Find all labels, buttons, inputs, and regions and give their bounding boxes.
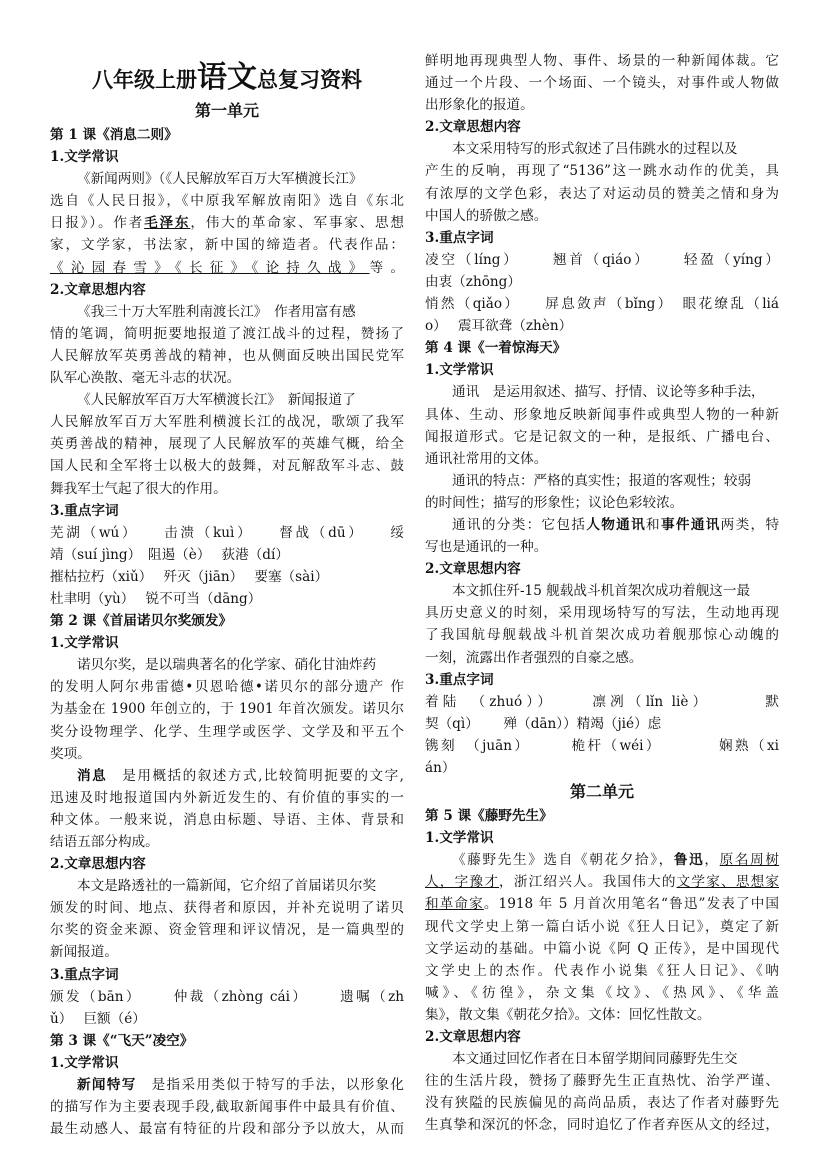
text-span: 毛泽东 xyxy=(144,215,191,232)
section-heading: 2.文章思想内容 xyxy=(50,281,146,298)
section-heading: 2.文章思想内容 xyxy=(425,119,521,136)
section-heading: 第 5 课《藤野先生》 xyxy=(425,808,553,825)
text-line: 新闻报道。 xyxy=(50,944,118,961)
text-line: 本文采用特写的形式叙述了吕伟跳水的过程以及 xyxy=(452,141,738,158)
text-line: 为基金在 1900 年创立的，于 1901 年首次颁发。诺贝尔 xyxy=(50,701,404,718)
text-span: 事件通讯 xyxy=(660,516,721,533)
text-span: 和革命家 xyxy=(425,896,484,913)
text-line: 中国人的骄傲之感。 xyxy=(425,207,548,224)
text-line: 产生的反响，再现了“5136”这一跳水动作的优美，具 xyxy=(425,163,779,180)
text-span: 原名周树 xyxy=(719,852,779,869)
section-heading: 1.文学常识 xyxy=(425,830,494,847)
text-line: 出形象化的报道。 xyxy=(425,97,534,114)
text-line: 英勇善战的精神，展现了人民解放军的英雄气概，给全 xyxy=(50,436,404,453)
text-line: 诺贝尔奖，是以瑞典著名的化学家、硝化甘油炸药 xyxy=(77,657,377,674)
right-column xyxy=(425,50,779,1137)
text-line: 奖项。 xyxy=(50,745,91,762)
text-line xyxy=(50,1074,404,1096)
text-line: 《新闻两则》（《人民解放军百万大军横渡长江》 xyxy=(77,171,363,188)
text-line: 结语五部分构成。 xyxy=(50,834,159,850)
page-title xyxy=(50,58,404,98)
section-heading: 2.文章思想内容 xyxy=(50,856,146,873)
section-heading: 3.重点字词 xyxy=(50,502,119,519)
text-line: 写也是通讯的一种。 xyxy=(425,539,548,556)
text-line: 人民解放军百万大军胜利横渡长江的战况，歌颂了我军 xyxy=(50,414,404,431)
text-span: 通讯的分类：它包括 xyxy=(452,516,587,533)
text-line: 《我三十万大军胜利南渡长江》 作者用富有感 xyxy=(77,303,356,320)
text-line: 集》，散文集《朝花夕拾》。文体：回忆性散文。 xyxy=(425,1006,711,1023)
text-span: 《沁园春雪》《长征》《论持久战》 xyxy=(50,259,370,276)
text-line: 具体、生动、形象地反映新闻事件或典型人物的一种新 xyxy=(425,406,779,423)
text-line xyxy=(425,514,779,536)
text-span: 两类，特 xyxy=(720,516,779,533)
text-line: 的描写作为主要表现手段,截取新闻事件中最具有价值、 xyxy=(50,1099,404,1116)
text-line: 本文通过回忆作者在日本留学期间同藤野先生交 xyxy=(452,1051,738,1068)
text-span: ，浙江绍兴人。我国伟大的 xyxy=(499,874,677,891)
text-line: 通过一个片段、一个场面、一个镜头，对事件或人物做 xyxy=(425,75,779,92)
text-line xyxy=(50,212,404,234)
text-line: 种文体。一般来说，消息由标题、导语、主体、背景和 xyxy=(50,811,404,828)
text-line: 有浓厚的文学色彩，表达了对运动员的赞美之情和身为 xyxy=(425,185,779,202)
text-line: 人民解放军英勇善战的精神，也从侧面反映出国民党军 xyxy=(50,347,404,364)
section-heading: 3.重点字词 xyxy=(425,671,494,688)
text-line: 国人民和全军将士以极大的鼓舞，对瓦解敌军斗志、鼓 xyxy=(50,458,404,475)
text-line: 队军心涣散、毫无斗志的状况。 xyxy=(50,370,241,387)
text-span: 日报》）。作者 xyxy=(50,215,145,232)
text-line: án） xyxy=(425,760,456,776)
text-line: ǔ） 巨额（é） xyxy=(50,1010,146,1027)
unit-heading: 第二单元 xyxy=(569,782,634,802)
text-span: 是用概括的叙述方式,比较简明扼要的文字, xyxy=(107,767,404,784)
text-line xyxy=(425,893,779,915)
text-line: 本文抓住歼-15 舰载战斗机首架次成功着舰这一最 xyxy=(452,583,751,600)
text-line: 鲜明地再现典型人物、事件、场景的一种新闻体裁。它 xyxy=(425,53,779,69)
section-heading: 1.文学常识 xyxy=(425,362,494,379)
text-line xyxy=(425,849,779,871)
section-heading: 2.文章思想内容 xyxy=(425,561,521,578)
text-line: 没有狭隘的民族偏见的高尚品质，表达了作者对藤野先 xyxy=(425,1095,779,1112)
text-line: 通讯的特点：严格的真实性；报道的客观性；较弱 xyxy=(452,472,752,489)
text-line: 闻报道形式。它是记叙文的一种，是报纸、广播电台、 xyxy=(425,428,779,445)
section-heading: 第 4 课《一着惊海天》 xyxy=(425,340,567,357)
text-span: 。1918 年 5 月首次用笔名“鲁迅”发表了中国 xyxy=(483,896,779,913)
text-line: 最生动感人、最富有特征的片段和部分予以放大，从而 xyxy=(50,1121,404,1138)
title-pre: 八年级上册 xyxy=(92,67,197,92)
text-line: 杜聿明（yù） 锐不可当（dāng） xyxy=(50,590,262,607)
text-line: 舞我军士气起了很大的作用。 xyxy=(50,480,227,497)
text-span: 鲁迅 xyxy=(673,852,705,869)
text-line: 了我国航母舰载战斗机首架次成功着舰那惊心动魄的 xyxy=(425,627,779,644)
text-line: 悄然（qiǎo） 屏息敛声（bǐng） 眼花缭乱（liá xyxy=(425,296,779,313)
text-span: 《藤野先生》选自《朝花夕拾》， xyxy=(452,852,674,869)
text-line: 文学史上的杰作。代表作小说集《狂人日记》、《呐 xyxy=(425,962,779,979)
text-line: 尔奖的资金来源、资金管理和评议情况，是一篇典型的 xyxy=(50,922,404,939)
text-line: 通讯社常用的文体。 xyxy=(425,450,548,467)
text-span: 等。 xyxy=(369,259,404,276)
text-line: 凌空（líng） 翘首（qiáo） 轻盈（yíng） xyxy=(425,251,779,268)
text-line: 一刻，流露出作者强烈的自豪之感。 xyxy=(425,649,643,666)
text-line: 喊》、《彷徨》，杂文集《坟》、《热风》、《华盖 xyxy=(425,984,779,1001)
text-line xyxy=(50,257,404,279)
text-line: 往的生活片段，赞扬了藤野先生正直热忱、治学严谨、 xyxy=(425,1073,779,1090)
section-heading: 第 3 课《“飞天”凌空》 xyxy=(50,1032,194,1049)
section-heading: 3.重点字词 xyxy=(425,229,494,246)
text-line: 家，文学家，书法家，新中国的缔造者。代表作品： xyxy=(50,237,404,254)
text-line: 迅速及时地报道国内外新近发生的、有价值的事实的一 xyxy=(50,789,404,806)
text-line: 奖分设物理学、化学、生理学或医学、文学及和平五个 xyxy=(50,723,404,740)
text-line: 的时间性；描写的形象性；议论色彩较浓。 xyxy=(425,494,684,511)
text-span: 是指采用类似于特写的手法，以形象化 xyxy=(136,1077,404,1094)
text-line: 颁发（bān） 仲裁（zhòng cái） 遗嘱（zh xyxy=(50,988,404,1005)
text-line: 由衷（zhōng） xyxy=(425,273,521,290)
text-line xyxy=(425,871,779,893)
text-line: 生真挚和深沉的怀念，同时追忆了作者弃医从文的经过， xyxy=(425,1117,779,1134)
section-heading: 1.文学常识 xyxy=(50,149,119,166)
text-span: ，伟大的革命家、军事家、思想 xyxy=(190,215,404,232)
text-line: 具历史意义的时刻，采用现场特写的写法，生动地再现 xyxy=(425,605,779,622)
text-line: o） 震耳欲聋（zhèn） xyxy=(425,318,573,335)
text-line: 摧枯拉朽（xiǔ） 歼灭（jiān） 要塞（sài） xyxy=(50,568,329,585)
title-post: 总复习资料 xyxy=(257,67,362,92)
section-heading: 2.文章思想内容 xyxy=(425,1029,521,1046)
text-line: 通讯 是运用叙述、描写、抒情、议论等多种手法， xyxy=(452,384,765,401)
left-column xyxy=(50,58,404,1140)
section-heading: 3.重点字词 xyxy=(50,966,119,983)
section-heading: 第 2 课《首届诺贝尔奖颁发》 xyxy=(50,613,233,630)
section-heading: 1.文学常识 xyxy=(50,1054,119,1071)
text-span: ， xyxy=(704,852,720,869)
text-line xyxy=(50,765,404,787)
text-span: 人，字豫才 xyxy=(425,874,500,891)
text-line: 文学运动的基础。中篇小说《阿 Q 正传》，是中国现代 xyxy=(425,940,779,957)
text-line: 的发明人阿尔弗雷德•贝恩哈德•诺贝尔的部分遗产 作 xyxy=(50,679,404,696)
section-heading: 第 1 课《消息二则》 xyxy=(50,127,178,143)
text-span: 新闻特写 xyxy=(77,1077,137,1094)
text-span: 和 xyxy=(646,516,661,533)
unit-heading: 第一单元 xyxy=(194,101,259,120)
title-big: 语文 xyxy=(197,60,257,95)
text-line: 本文是路透社的一篇新闻，它介绍了首届诺贝尔奖 xyxy=(77,878,377,895)
text-line: 现代文学史上第一篇白话小说《狂人日记》，奠定了新 xyxy=(425,918,779,935)
text-line: 靖（suí jìng） 阻遏（è） 荻港（dí） xyxy=(50,546,289,563)
text-line: 情的笔调，简明扼要地报道了渡江战斗的过程，赞扬了 xyxy=(50,325,404,342)
text-line: 颁发的时间、地点、获得者和原因，并补充说明了诺贝 xyxy=(50,900,404,917)
text-line: 《人民解放军百万大军横渡长江》 新闻报道了 xyxy=(77,392,356,409)
section-heading: 1.文学常识 xyxy=(50,635,119,652)
text-line: 契（qì） 殚（dān））精竭（jié）虑 xyxy=(425,715,662,732)
text-line: 镌刻 （juān） 桅杆（wéi） 娴熟（xi xyxy=(425,737,779,754)
text-span: 文学家、思想家 xyxy=(676,874,779,891)
text-line: 选自《人民日报》，《中原我军解放南阳》选自《东北 xyxy=(50,193,404,210)
text-line: 芜湖（wú） 击溃（kuì） 督战（dū） 绥 xyxy=(50,524,404,541)
text-line: 着陆 （zhuó）） 凛冽（lǐn liè） 默 xyxy=(425,693,779,710)
text-span: 人物通讯 xyxy=(586,516,647,533)
text-span: 消息 xyxy=(77,767,108,784)
